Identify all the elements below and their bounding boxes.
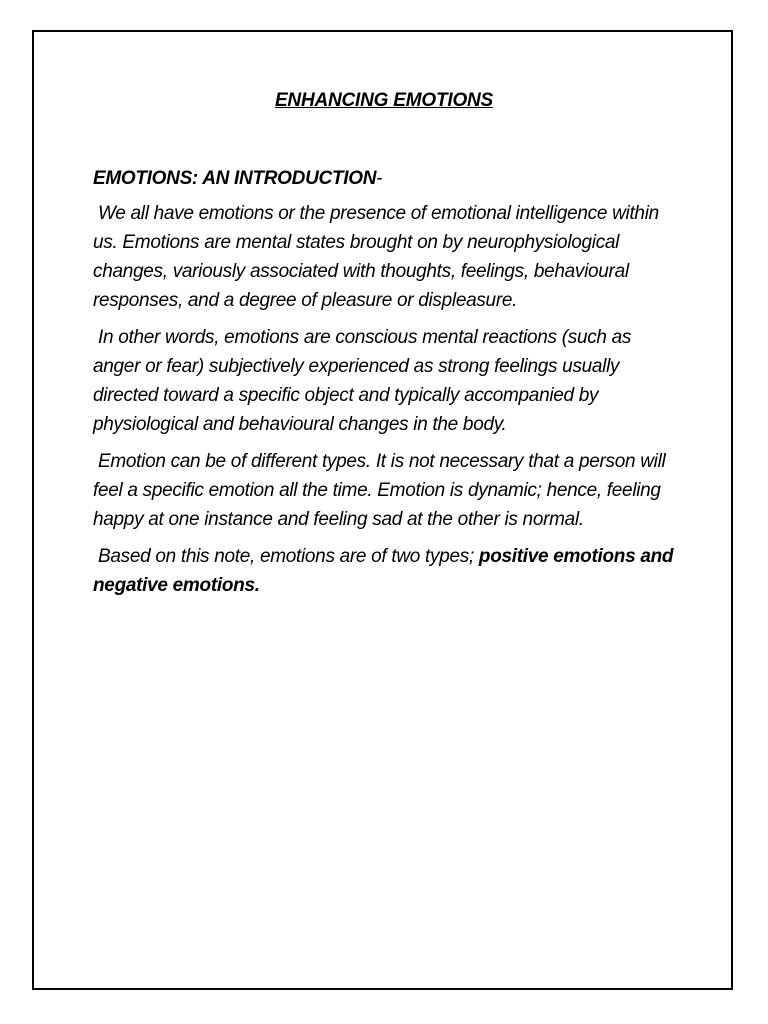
document-body: [93, 164, 683, 608]
document-title: ENHANCING EMOTIONS: [274, 90, 494, 111]
paragraph-2: In other words, emotions are conscious mental reactions (such as anger or fear) subjectively experienced as strong feelings usually directed toward a specific object and typically accompanied by physiological and behavioural changes in the body.: [93, 327, 632, 435]
paragraph-1: We all have emotions or the presence of emotional intelligence within us. Emotions are mental states brought on by neurophysiological changes, variously associated with thoughts, feelings, behavioural responses, and a degree of pleasure or displeasure.: [93, 203, 659, 311]
paragraph-4: [93, 542, 683, 600]
section-heading-suffix: -: [376, 168, 383, 189]
paragraph-3: Emotion can be of different types. It is not necessary that a person will feel a specific emotion all the time. Emotion is dynamic; hence, feeling happy at one instance and feeling sad at the other is normal.: [93, 451, 666, 530]
paragraph-4-bold: positive emotions and negative emotions.: [93, 546, 674, 596]
section-heading-text: EMOTIONS: AN INTRODUCTION: [93, 168, 377, 189]
section-heading: [93, 164, 683, 193]
paragraph-4-lead: Based on this note, emotions are of two types;: [98, 546, 479, 567]
